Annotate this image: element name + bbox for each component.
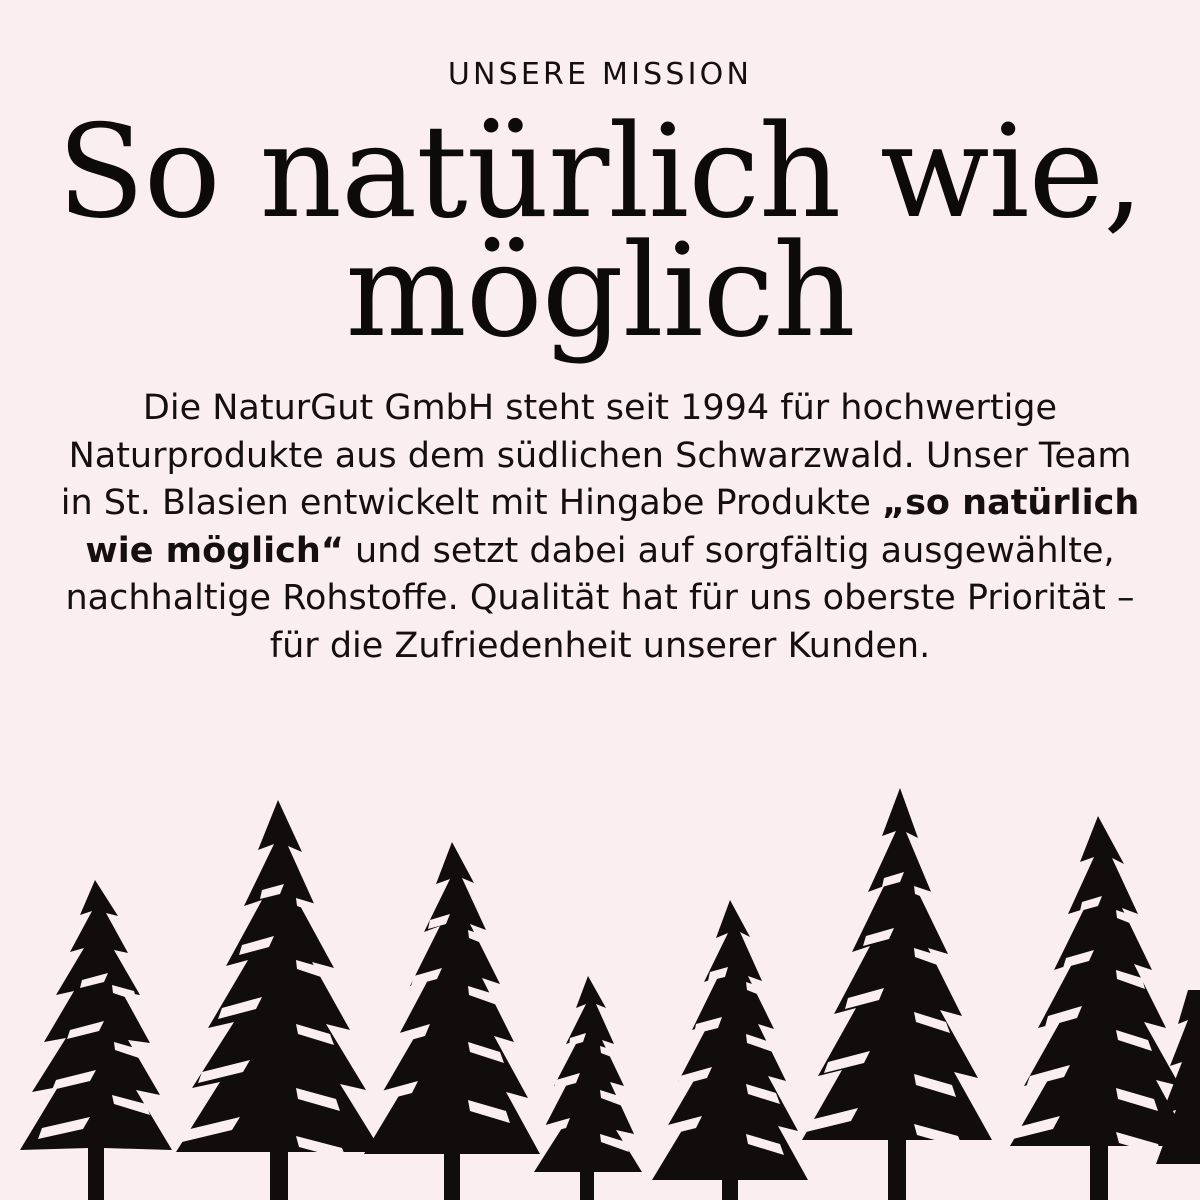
fir-forest-illustration <box>0 780 1200 1200</box>
mission-text-emphasis: „so natürlich wie möglich“ <box>85 483 1140 571</box>
mission-text-part-2: und setzt dabei auf sorgfältig ausgewählte, nachhaltige Rohstoffe. Qualität hat für uns oberste Priorität – für die Zufriedenheit unserer Kunden. <box>65 530 1135 667</box>
mission-paragraph <box>55 385 1145 671</box>
headline-line-1: So natürlich wie, <box>57 98 1143 247</box>
headline-line-2: möglich <box>345 217 855 367</box>
mission-text-part-1: Die NaturGut GmbH steht seit 1994 für hochwertige Naturprodukte aus dem südlichen Schwarzwald. Unser Team in St. Blasien entwickelt mit Hingabe Produkte <box>60 388 1132 524</box>
eyebrow-label: UNSERE MISSION <box>447 57 753 92</box>
page-title <box>50 98 1150 367</box>
